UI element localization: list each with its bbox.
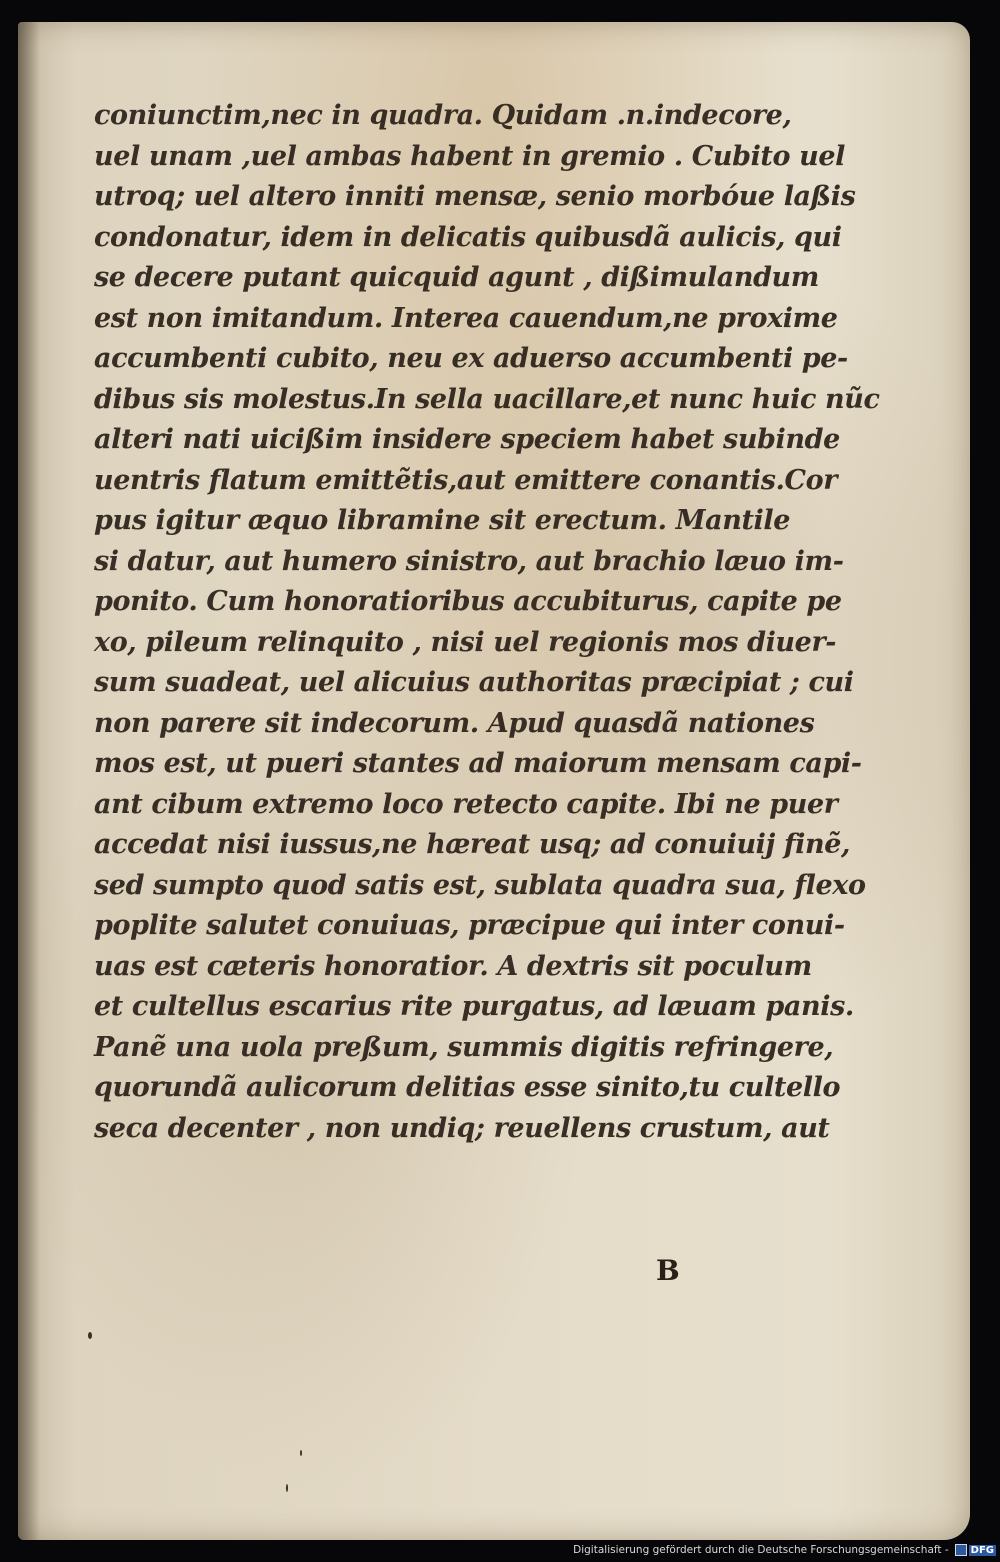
- book-page: [18, 22, 970, 1540]
- text-line: quorundã aulicorum delitias esse sinito,tu cultello: [94, 1072, 841, 1103]
- text-line: ponito. Cum honoratioribus accubiturus, capite pe: [94, 586, 842, 617]
- text-line: condonatur, idem in delicatis quibusdã aulicis, qui: [94, 221, 842, 253]
- text-line: Panẽ una uola preßum, summis digitis refringere,: [94, 1031, 834, 1063]
- text-line: se decere putant quicquid agunt , dißimulandum: [94, 262, 819, 293]
- ink-speck: [300, 1450, 302, 1456]
- page-text: [94, 96, 880, 1149]
- text-line: seca decenter , non undiq; reuellens crustum, aut: [94, 1112, 830, 1144]
- dfg-logo: [955, 1544, 996, 1556]
- text-line: poplite salutet conuiuas, præcipue qui inter conui-: [94, 910, 845, 941]
- text-line: si datur, aut humero sinistro, aut brachio læuo im-: [94, 545, 844, 577]
- ink-speck: [88, 1332, 92, 1339]
- text-line: accedat nisi iussus,ne hæreat usq; ad conuiuij finẽ,: [94, 829, 850, 860]
- text-line: est non imitandum. Interea cauendum,ne proxime: [94, 302, 838, 334]
- text-line: uel unam ,uel ambas habent in gremio . Cubito uel: [94, 140, 845, 172]
- text-line: utroq; uel altero inniti mensæ, senio morbóue laßis: [94, 181, 856, 212]
- text-line: non parere sit indecorum. Apud quasdã nationes: [94, 707, 815, 739]
- text-line: alteri nati uicißim insidere speciem habet subinde: [94, 424, 840, 455]
- text-line: dibus sis molestus.In sella uacillare,et nunc huic nũc: [94, 383, 880, 415]
- text-line: pus igitur æquo libramine sit erectum. Mantile: [94, 505, 791, 536]
- text-line: et cultellus escarius rite purgatus, ad læuam panis.: [94, 991, 854, 1022]
- dfg-logo-icon: [955, 1544, 967, 1556]
- text-line: sum suadeat, uel alicuius authoritas præcipiat ; cui: [94, 667, 854, 698]
- text-line: sed sumpto quod satis est, sublata quadra sua, flexo: [94, 869, 866, 901]
- text-line: accumbenti cubito, neu ex aduerso accumbenti pe-: [94, 343, 848, 374]
- ink-speck: [286, 1484, 288, 1492]
- text-line: xo, pileum relinquito , nisi uel regionis mos diuer-: [94, 626, 837, 658]
- signature-mark: B: [656, 1254, 680, 1287]
- digitization-credit: [573, 1542, 996, 1558]
- credit-text: Digitalisierung gefördert durch die Deutsche Forschungsgemeinschaft -: [573, 1544, 949, 1556]
- text-line: mos est, ut pueri stantes ad maiorum mensam capi-: [94, 748, 862, 779]
- text-line: ant cibum extremo loco retecto capite. Ibi ne puer: [94, 788, 838, 820]
- text-line: uentris flatum emittẽtis,aut emittere conantis.Cor: [94, 464, 838, 496]
- text-line: uas est cæteris honoratior. A dextris sit poculum: [94, 950, 812, 982]
- text-line: coniunctim,nec in quadra. Quidam .n.indecore,: [94, 100, 792, 131]
- dfg-logo-text: DFG: [970, 1544, 994, 1556]
